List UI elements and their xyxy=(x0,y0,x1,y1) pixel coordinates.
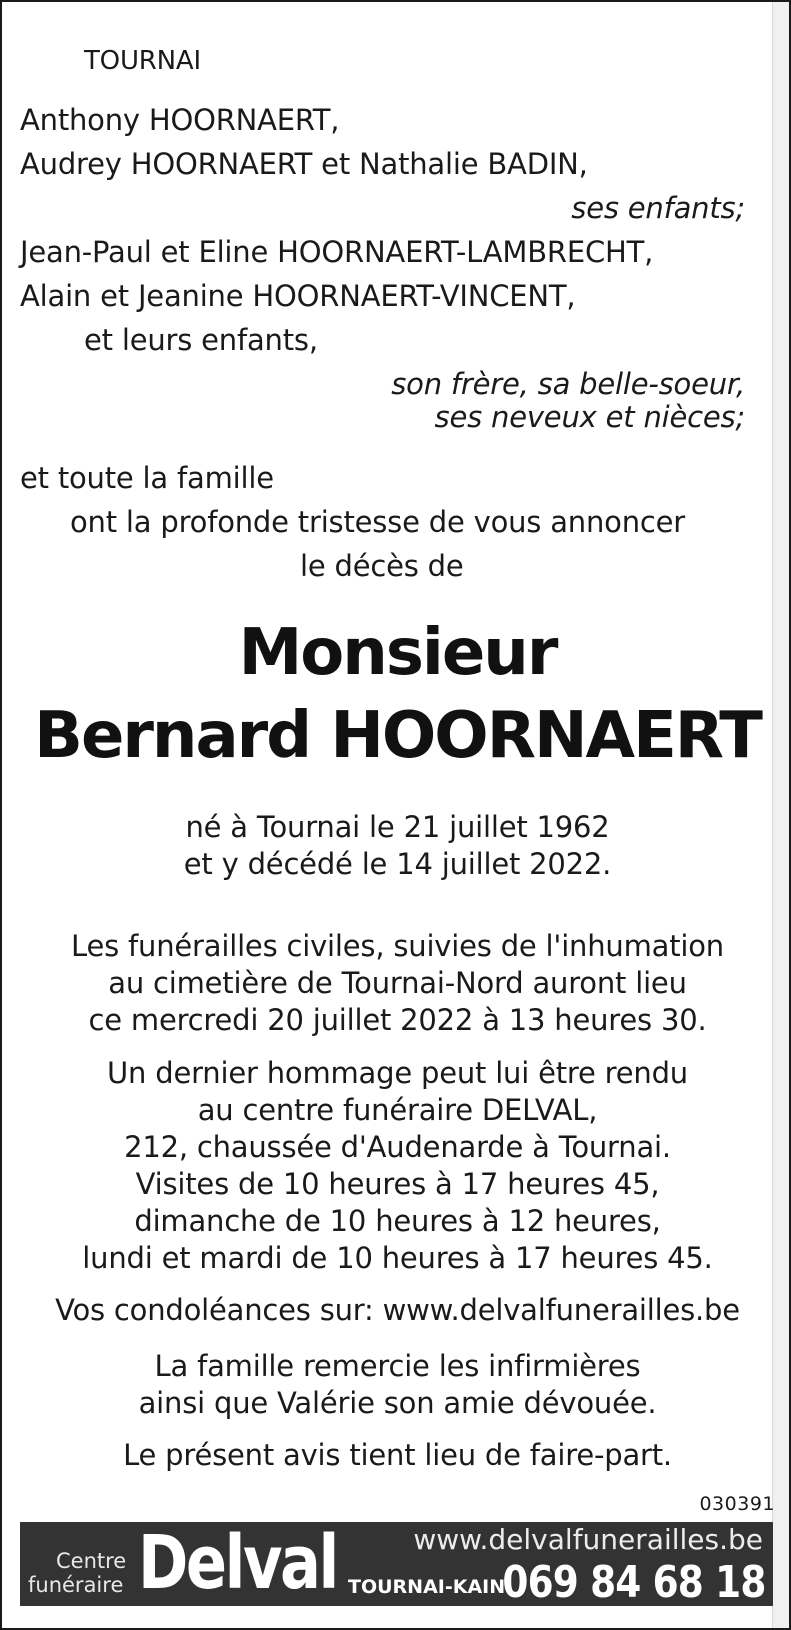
homage-line: Visites de 10 heures à 17 heures 45, xyxy=(135,1167,660,1201)
brand-logo: Delval xyxy=(138,1522,337,1606)
notice-line: Le présent avis tient lieu de faire-part. xyxy=(123,1438,672,1472)
siblings-role: ses neveux et nièces; xyxy=(434,400,745,434)
announcement-line: le décès de xyxy=(300,549,464,583)
thanks-line: ainsi que Valérie son amie dévouée. xyxy=(138,1386,657,1420)
deceased-title: Monsieur xyxy=(238,616,557,690)
city-heading: TOURNAI xyxy=(84,46,201,76)
reference-number: 030391 xyxy=(699,1493,775,1515)
announcement-line: ont la profonde tristesse de vous annoncer xyxy=(70,505,685,539)
children-role: ses enfants; xyxy=(571,191,745,225)
funeral-line: au cimetière de Tournai-Nord auront lieu xyxy=(108,966,687,1000)
sibling-line: Alain et Jeanine HOORNAERT-VINCENT, xyxy=(20,279,576,313)
homage-line: Un dernier hommage peut lui être rendu xyxy=(107,1056,688,1090)
siblings-role: son frère, sa belle-soeur, xyxy=(391,367,745,401)
funeral-line: ce mercredi 20 juillet 2022 à 13 heures 30. xyxy=(88,1003,707,1037)
funeraire-label: funéraire xyxy=(28,1573,124,1597)
date-line: et y décédé le 14 juillet 2022. xyxy=(183,847,612,881)
centre-label: Centre xyxy=(56,1549,127,1573)
funeral-line: Les funérailles civiles, suivies de l'inhumation xyxy=(71,929,724,963)
date-line: né à Tournai le 21 juillet 1962 xyxy=(185,810,610,844)
location-label: TOURNAI-KAIN xyxy=(348,1576,506,1598)
homage-line: 212, chaussée d'Audenarde à Tournai. xyxy=(124,1130,671,1164)
sibling-line: Jean-Paul et Eline HOORNAERT-LAMBRECHT, xyxy=(20,235,654,269)
child-line: Anthony HOORNAERT, xyxy=(20,103,340,137)
all-family: et toute la famille xyxy=(20,461,274,495)
deceased-name: Bernard HOORNAERT xyxy=(34,699,761,773)
website-link[interactable]: www.delvalfunerailles.be xyxy=(413,1523,763,1556)
homage-line: au centre funéraire DELVAL, xyxy=(197,1093,598,1127)
condolences-line: Vos condoléances sur: www.delvalfunerailles.be xyxy=(55,1293,740,1327)
phone-number: 069 84 68 18 xyxy=(501,1557,765,1606)
homage-line: lundi et mardi de 10 heures à 17 heures 45. xyxy=(82,1241,713,1275)
sibling-line: et leurs enfants, xyxy=(84,323,318,357)
funeral-home-banner xyxy=(20,1522,773,1606)
child-line: Audrey HOORNAERT et Nathalie BADIN, xyxy=(20,147,588,181)
thanks-line: La famille remercie les infirmières xyxy=(154,1349,641,1383)
homage-line: dimanche de 10 heures à 12 heures, xyxy=(134,1204,661,1238)
